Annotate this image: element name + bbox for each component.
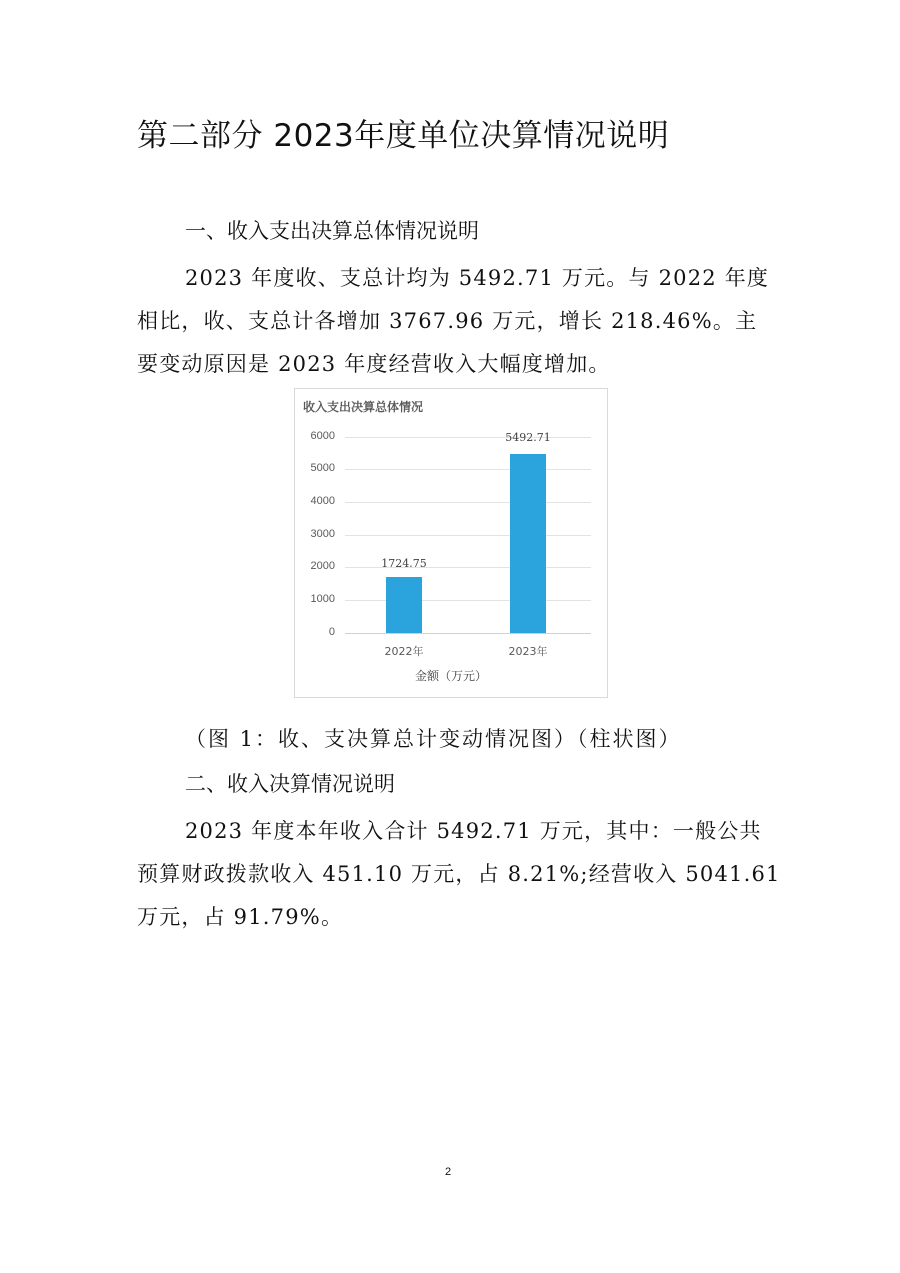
y-tick-label: 6000 — [310, 430, 335, 442]
gridline — [345, 600, 591, 601]
section-1-line-1: 2023 年度收、支总计均为 5492.71 万元。与 2022 年度 — [185, 266, 770, 290]
section-2-line-3: 万元，占 91.79%。 — [137, 905, 344, 929]
gridline — [345, 469, 591, 470]
data-label-2022: 1724.75 — [381, 557, 427, 570]
y-tick-label: 1000 — [310, 593, 335, 605]
x-tick-label-2023: 2023年 — [508, 645, 548, 658]
section-2-line-1: 2023 年度本年收入合计 5492.71 万元，其中：一般公共 — [185, 819, 762, 843]
bar-chart — [294, 388, 608, 698]
y-tick-label: 2000 — [310, 560, 335, 572]
y-tick-label: 5000 — [310, 462, 335, 474]
bar-2023 — [510, 454, 546, 633]
page-number: 2 — [445, 1166, 452, 1178]
chart-title: 收入支出决算总体情况 — [303, 400, 424, 414]
page-title: 第二部分 2023年度单位决算情况说明 — [137, 118, 670, 154]
section-1-line-2: 相比，收、支总计各增加 3767.96 万元，增长 218.46%。主 — [137, 309, 758, 333]
y-tick-label: 4000 — [310, 495, 335, 507]
section-2-heading: 二、收入决算情况说明 — [185, 772, 395, 796]
section-2-line-2: 预算财政拨款收入 451.10 万元，占 8.21%;经营收入 5041.61 — [137, 862, 781, 886]
data-label-2023: 5492.71 — [505, 431, 551, 444]
gridline — [345, 502, 591, 503]
y-tick-label: 3000 — [310, 528, 335, 540]
gridline — [345, 535, 591, 536]
figure-caption: （图 1：收、支决算总计变动情况图）（柱状图） — [185, 727, 682, 751]
section-1-heading: 一、收入支出决算总体情况说明 — [185, 219, 479, 243]
x-tick-label-2022: 2022年 — [384, 645, 424, 658]
x-axis-line — [345, 633, 591, 634]
section-1-line-3: 要变动原因是 2023 年度经营收入大幅度增加。 — [137, 352, 611, 376]
bar-2022 — [386, 577, 422, 633]
y-tick-label: 0 — [328, 626, 335, 638]
x-axis-title: 金额（万元） — [414, 669, 487, 683]
